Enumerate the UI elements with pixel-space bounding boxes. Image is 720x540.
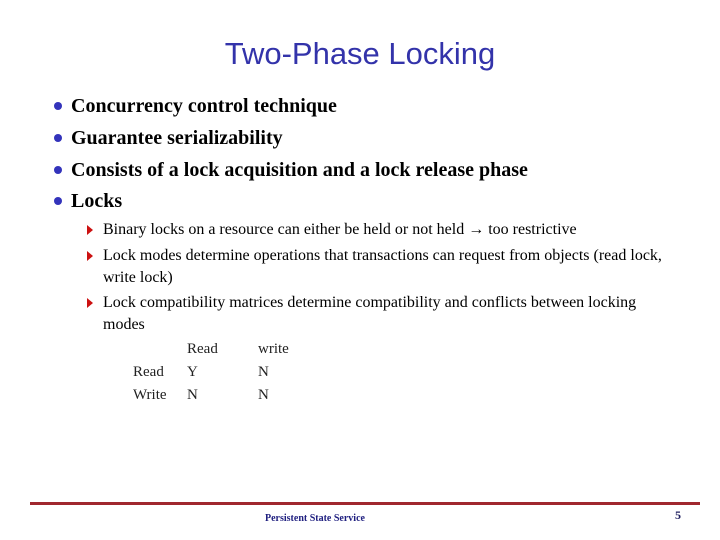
bullet-text: Guarantee serializability [71, 127, 283, 149]
bullet-item [71, 159, 528, 182]
matrix-cell: N [258, 387, 269, 403]
bullet-text: Locks [71, 190, 123, 212]
page-number: 5 [675, 508, 681, 522]
footer-text: Persistent State Service [265, 513, 365, 524]
bullet-dot-icon [54, 102, 62, 110]
sub-bullet-text: too restrictive [488, 221, 577, 238]
matrix-row-header: Read [133, 364, 164, 380]
footer-divider [30, 502, 700, 505]
sub-bullet-text: Lock modes determine operations that transactions can request from objects (read lock, write lock) [103, 247, 662, 286]
matrix-col-header: write [258, 341, 289, 357]
bullet-item [71, 95, 337, 118]
matrix-row-header: Write [133, 387, 167, 403]
sub-bullet-text: Lock compatibility matrices determine compatibility and conflicts between locking modes [103, 294, 637, 333]
bullet-text: Consists of a lock acquisition and a lock release phase [71, 159, 528, 181]
matrix-cell: N [258, 364, 269, 380]
sub-bullet-text: Binary locks on a resource can either be held or not held [103, 221, 465, 238]
triangle-bullet-icon [87, 225, 93, 235]
triangle-bullet-icon [87, 298, 93, 308]
right-arrow-icon: → [468, 221, 485, 238]
matrix-cell: Y [187, 364, 198, 380]
bullet-dot-icon [54, 166, 62, 174]
sub-bullet-item [103, 292, 663, 336]
sub-bullet-item [103, 245, 663, 289]
bullet-item [71, 127, 283, 150]
bullet-dot-icon [54, 197, 62, 205]
bullet-dot-icon [54, 134, 62, 142]
triangle-bullet-icon [87, 251, 93, 261]
sub-bullet-item [103, 219, 663, 241]
bullet-text: Concurrency control technique [71, 95, 337, 117]
slide-title: Two-Phase Locking [224, 36, 496, 71]
matrix-col-header: Read [187, 341, 218, 357]
matrix-cell: N [187, 387, 198, 403]
bullet-item [71, 190, 122, 213]
